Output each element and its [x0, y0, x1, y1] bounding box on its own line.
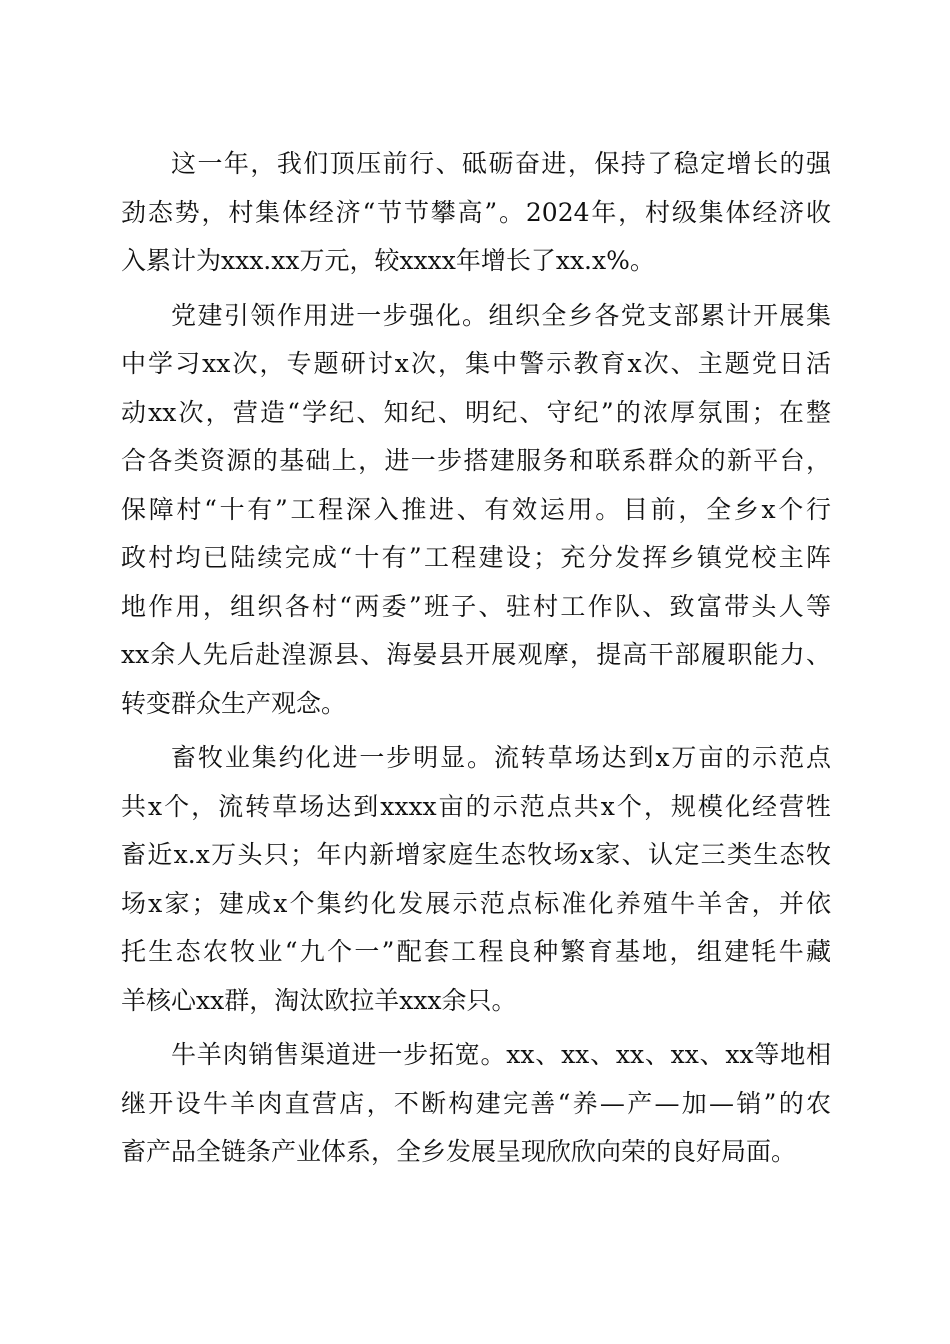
text-line: 入累计为xxx.xx万元，较xxxx年增长了xx.x%。 [121, 246, 655, 275]
text-line: 牛羊肉销售渠道进一步拓宽。xx、xx、xx、xx、xx等地相 [171, 1040, 831, 1069]
text-line: 共x个，流转草场达到xxxx亩的示范点共x个，规模化经营牲 [121, 791, 831, 821]
document-body [121, 140, 831, 1166]
paragraph-economy-growth [121, 140, 831, 286]
text-line: 畜牧业集约化进一步明显。流转草场达到x万亩的示范点 [171, 743, 831, 772]
text-line: 政村均已陆续完成“十有”工程建设；充分发挥乡镇党校主阵 [121, 543, 831, 572]
text-line: 畜产品全链条产业体系，全乡发展呈现欣欣向荣的良好局面。 [121, 1137, 797, 1166]
text-line: 这一年，我们顶压前行、砥砺奋进，保持了稳定增长的强 [171, 149, 831, 178]
text-line: 保障村“十有”工程深入推进、有效运用。目前，全乡x个行 [121, 494, 831, 524]
text-line: 地作用，组织各村“两委”班子、驻村工作队、致富带头人等 [121, 591, 831, 621]
text-line: 转变群众生产观念。 [121, 688, 347, 718]
paragraph-party-building [121, 292, 831, 729]
text-line: 继开设牛羊肉直营店，不断构建完善“养—产—加—销”的农 [121, 1088, 831, 1118]
text-line: 合各类资源的基础上，进一步搭建服务和联系群众的新平台， [121, 446, 831, 475]
text-line: 场x家；建成x个集约化发展示范点标准化养殖牛羊舍，并依 [121, 888, 831, 918]
text-line: 羊核心xx群，淘汰欧拉羊xxx余只。 [121, 985, 517, 1015]
paragraph-sales-channels [121, 1031, 831, 1177]
text-line: 托生态农牧业“九个一”配套工程良种繁育基地，组建牦牛藏 [121, 937, 831, 966]
text-line: 劲态势，村集体经济“节节攀高”。2024年，村级集体经济收 [121, 197, 831, 227]
paragraph-animal-husbandry [121, 734, 831, 1025]
text-line: xx余人先后赴湟源县、海晏县开展观摩，提高干部履职能力、 [121, 640, 831, 669]
text-line: 党建引领作用进一步强化。组织全乡各党支部累计开展集 [171, 300, 831, 330]
text-line: 动xx次，营造“学纪、知纪、明纪、守纪”的浓厚氛围；在整 [121, 397, 831, 427]
text-line: 畜近x.x万头只；年内新增家庭生态牧场x家、认定三类生态牧 [121, 840, 831, 869]
text-line: 中学习xx次，专题研讨x次，集中警示教育x次、主题党日活 [121, 349, 831, 378]
